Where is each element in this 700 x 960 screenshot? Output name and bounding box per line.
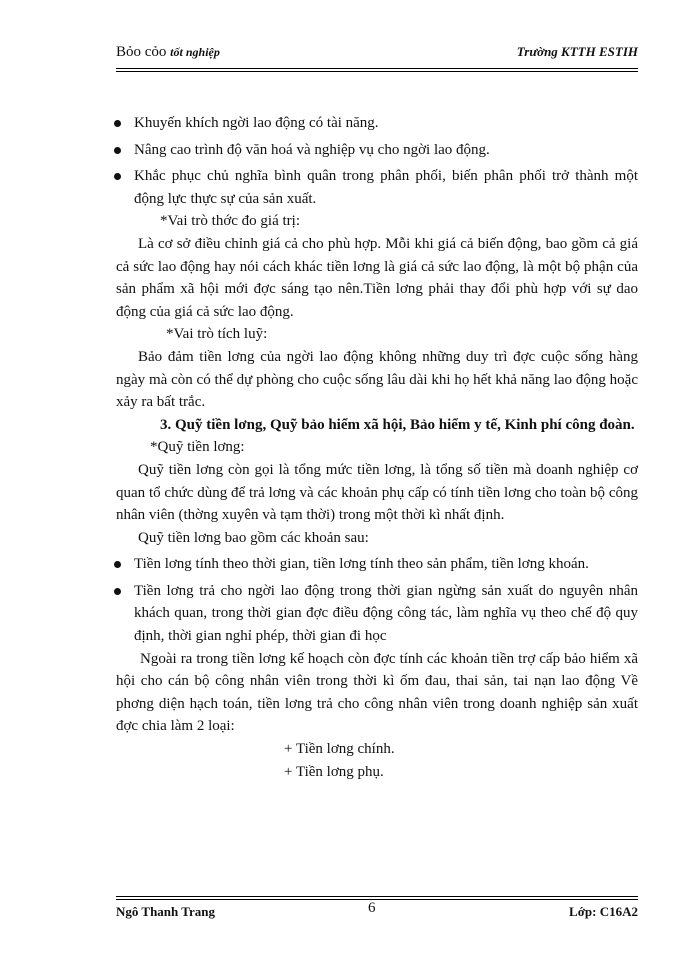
wage-type-main: + Tiền lơng chính. <box>284 741 395 758</box>
header-title <box>116 44 220 61</box>
list-item: Nâng cao trình độ văn hoá và nghiệp vụ cho ngời lao động. <box>116 139 638 162</box>
bullet-icon <box>114 588 121 595</box>
bullet-icon <box>114 120 121 127</box>
role-accum-text: Bảo đảm tiền lơng của ngời lao động không những duy trì đợc cuộc sống hàng ngày mà còn có thể dự phòng cho cuộc sống lâu dài khi họ hết khả năng lao động hoặc xảy ra bất trắc. <box>116 348 638 411</box>
list-item: Khuyến khích ngời lao động có tài năng. <box>116 112 638 135</box>
fund-title: *Quỹ tiền lơng: <box>150 439 245 456</box>
list-item: Tiền lơng trả cho ngời lao động trong thời gian ngừng sản xuất do nguyên nhân khách quan, trong thời gian đợc điều động công tác, làm nghĩa vụ theo chế độ quy định, thời gian nghỉ phép, thời gian đi học <box>116 580 638 648</box>
list-item: Khắc phục chủ nghĩa bình quân trong phân phối, biến phân phối trở thành một động lực thực sự của sản xuất. <box>116 165 638 210</box>
header-title-main: Bỏo cỏo <box>116 44 171 60</box>
role-accum-title: *Vai trò tích luỹ: <box>166 326 268 343</box>
footer-class: Lớp: C16A2 <box>569 904 638 919</box>
page-number: 6 <box>368 900 376 916</box>
bullet-icon <box>114 561 121 568</box>
header-school: Trường KTTH ESTIH <box>516 44 638 59</box>
list-item: Tiền lơng tính theo thời gian, tiền lơng tính theo sản phẩm, tiền lơng khoán. <box>116 553 638 576</box>
fund-text: Quỹ tiền lơng còn gọi là tổng mức tiền lơng, là tổng số tiền mà doanh nghiệp cơ quan tổ chức dùng để trả lơng và các khoản phụ cấp có tính tiền lơng cho toàn bộ công nhân viên (thờng xuyên và tạm thời) trong một thời kì nhất định. <box>116 461 638 524</box>
section-heading: 3. Quỹ tiền lơng, Quỹ bảo hiểm xã hội, Bảo hiểm y tế, Kinh phí công đoàn. <box>160 416 635 433</box>
footer-author: Ngô Thanh Trang <box>116 904 215 919</box>
fund-includes: Quỹ tiền lơng bao gồm các khoản sau: <box>138 529 369 546</box>
header-title-italic: tốt nghiệp <box>170 45 220 59</box>
page-content <box>116 112 638 783</box>
bullet-icon <box>114 147 121 154</box>
role-measure-title: *Vai trò thớc đo giá trị: <box>160 213 300 230</box>
bullet-icon <box>114 173 121 180</box>
footer-rule <box>116 896 638 900</box>
wage-type-extra: + Tiền lơng phụ. <box>284 763 384 780</box>
besides-text: Ngoài ra trong tiền lơng kế hoạch còn đợc tính các khoản tiền trợ cấp bảo hiểm xã hội cho cán bộ công nhân viên trong thời kì ốm đau, thai sản, tai nạn lao động Về phơng diện hạch toán, tiền lơng trả cho công nhân viên trong doanh nghiệp sản xuất đợc chia làm 2 loại: <box>116 650 638 735</box>
role-measure-text: Là cơ sở điều chỉnh giá cả cho phù hợp. Mỗi khi giá cả biến động, bao gồm cả giá cả sức lao động hay nói cách khác tiền lơng là giá cả sức lao động, là một bộ phận của sản phẩm xã hội mới đợc sáng tạo nên.Tiền lơng phải thay đổi phù hợp với sự dao động của giá cả sức lao động. <box>116 235 638 320</box>
header-rule <box>116 68 638 72</box>
